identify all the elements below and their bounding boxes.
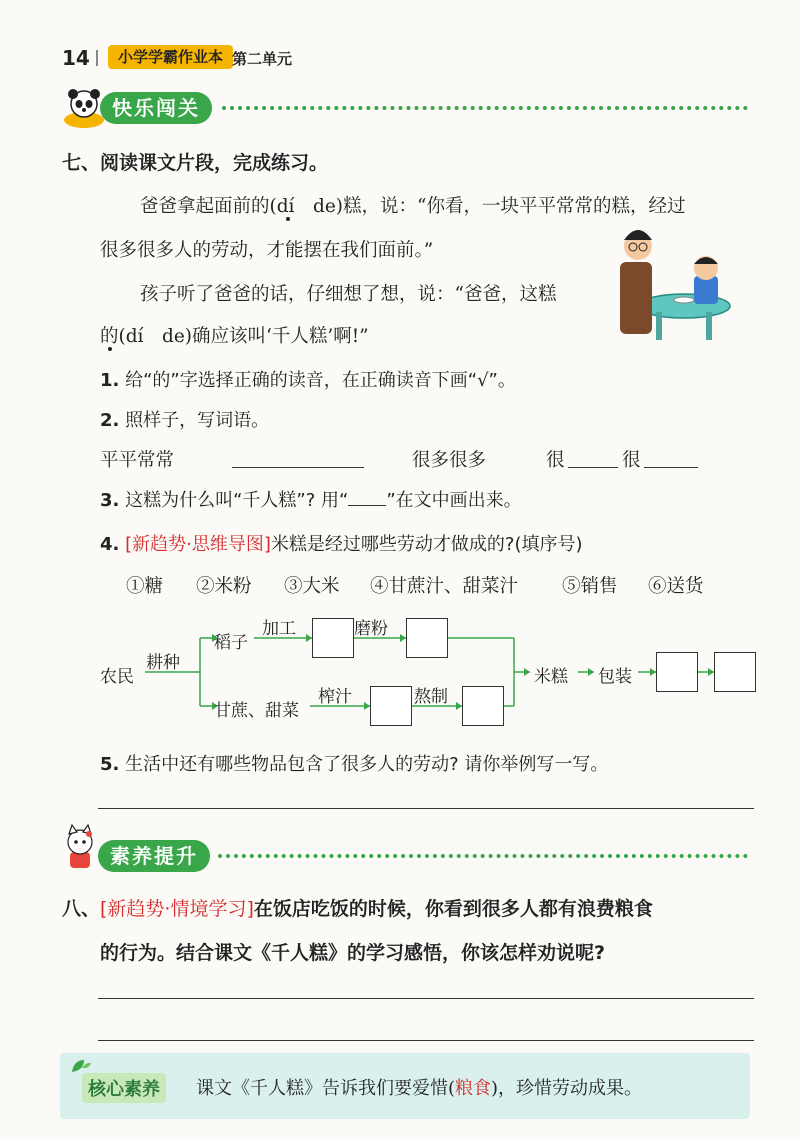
option-item: ①糖 (126, 576, 164, 597)
diagram-label-process: 加工 (262, 619, 296, 639)
answer-line[interactable] (98, 998, 754, 999)
word-fragment: 很 (622, 450, 641, 471)
dotted-rule (218, 854, 748, 858)
subquestion-number: 5. (100, 754, 120, 775)
trend-tag: [新趋势·思维导图] (125, 534, 271, 555)
diagram-label-grind: 磨粉 (354, 619, 388, 639)
diagram-label-plant: 耕种 (146, 653, 180, 673)
option-item: ②米粉 (196, 576, 252, 597)
answer-box[interactable] (312, 618, 354, 658)
option-item: ⑤销售 (562, 576, 618, 597)
core-literacy-text (196, 1074, 642, 1100)
cat-mascot-icon (60, 824, 100, 870)
answer-box[interactable] (714, 652, 756, 692)
question-7-title: 七、阅读课文片段，完成练习。 (62, 152, 329, 174)
question-8 (62, 894, 653, 921)
subquestion-5 (100, 750, 608, 776)
subquestion-number: 1. (100, 370, 120, 391)
subquestion-text: 生活中还有哪些物品包含了很多人的劳动? 请你举例写一写。 (125, 754, 609, 775)
core-answer-highlight: 粮食 (455, 1078, 492, 1099)
diagram-node-rice-plant: 稻子 (214, 633, 248, 653)
answer-line[interactable] (98, 1040, 754, 1041)
page-number: 14 (62, 46, 90, 70)
passage-line: 孩子听了爸爸的话，仔细想了想，说：“爸爸，这糕 (140, 284, 557, 305)
core-text-part: 课文《千人糕》告诉我们要爱惜( (196, 1078, 456, 1099)
book-title-badge: 小学学霸作业本 (108, 45, 233, 69)
section-banner-happy-levels: 快乐闯关 (100, 92, 212, 124)
question-8-text: 的行为。结合课文《千人糕》的学习感悟，你该怎样劝说呢? (100, 942, 606, 964)
word-example: 平平常常 (100, 450, 175, 471)
answer-box[interactable] (462, 686, 504, 726)
section-banner-literacy: 素养提升 (98, 840, 210, 872)
answer-box[interactable] (656, 652, 698, 692)
unit-label: 第二单元 (232, 50, 293, 68)
passage-line: 很多很多人的劳动，才能摆在我们面前。” (100, 240, 434, 261)
diagram-node-farmer: 农民 (100, 667, 134, 687)
diagram-node-rice-cake: 米糕 (534, 667, 568, 687)
passage-line: 爸爸拿起面前的(dí de)糕，说：“你看，一块平平常常的糕，经过 (140, 196, 686, 217)
subquestion-number: 2. (100, 410, 120, 431)
option-item: ⑥送货 (648, 576, 704, 597)
trend-tag: [新趋势·情境学习] (100, 898, 254, 920)
answer-box[interactable] (370, 686, 412, 726)
subquestion-text: ”在文中画出来。 (386, 490, 522, 511)
word-example: 很多很多 (412, 450, 487, 471)
question-8-prefix: 八、 (62, 898, 101, 920)
diagram-label-boil: 熬制 (414, 687, 448, 707)
option-item: ③大米 (284, 576, 340, 597)
subquestion-number: 4. (100, 534, 120, 555)
answer-line[interactable] (98, 808, 754, 809)
subquestion-text: 这糕为什么叫“千人糕”? 用“ (125, 490, 349, 511)
diagram-label-juice: 榨汁 (318, 687, 352, 707)
question-8-text: 在饭店吃饭的时候，你看到很多人都有浪费粮食 (253, 898, 653, 920)
subquestion-text: 米糕是经过哪些劳动才做成的?(填序号) (270, 534, 583, 555)
core-literacy-label: 核心素养 (82, 1073, 166, 1103)
word-fragment: 很 (546, 450, 565, 471)
passage-line: 的(dí de)确应该叫‘千人糕’啊!” (100, 326, 369, 347)
diagram-node-sugarcane: 甘蔗、甜菜 (214, 701, 299, 721)
leaf-icon (70, 1058, 92, 1074)
core-text-part: )，珍惜劳动成果。 (491, 1078, 643, 1099)
option-item: ④甘蔗汁、甜菜汁 (370, 576, 519, 597)
subquestion-number: 3. (100, 490, 120, 511)
answer-box[interactable] (406, 618, 448, 658)
diagram-label-pack: 包装 (598, 667, 632, 687)
subquestion-text: 给“的”字选择正确的读音，在正确读音下画“√”。 (125, 370, 516, 391)
subquestion-text: 照样子，写词语。 (125, 410, 270, 431)
